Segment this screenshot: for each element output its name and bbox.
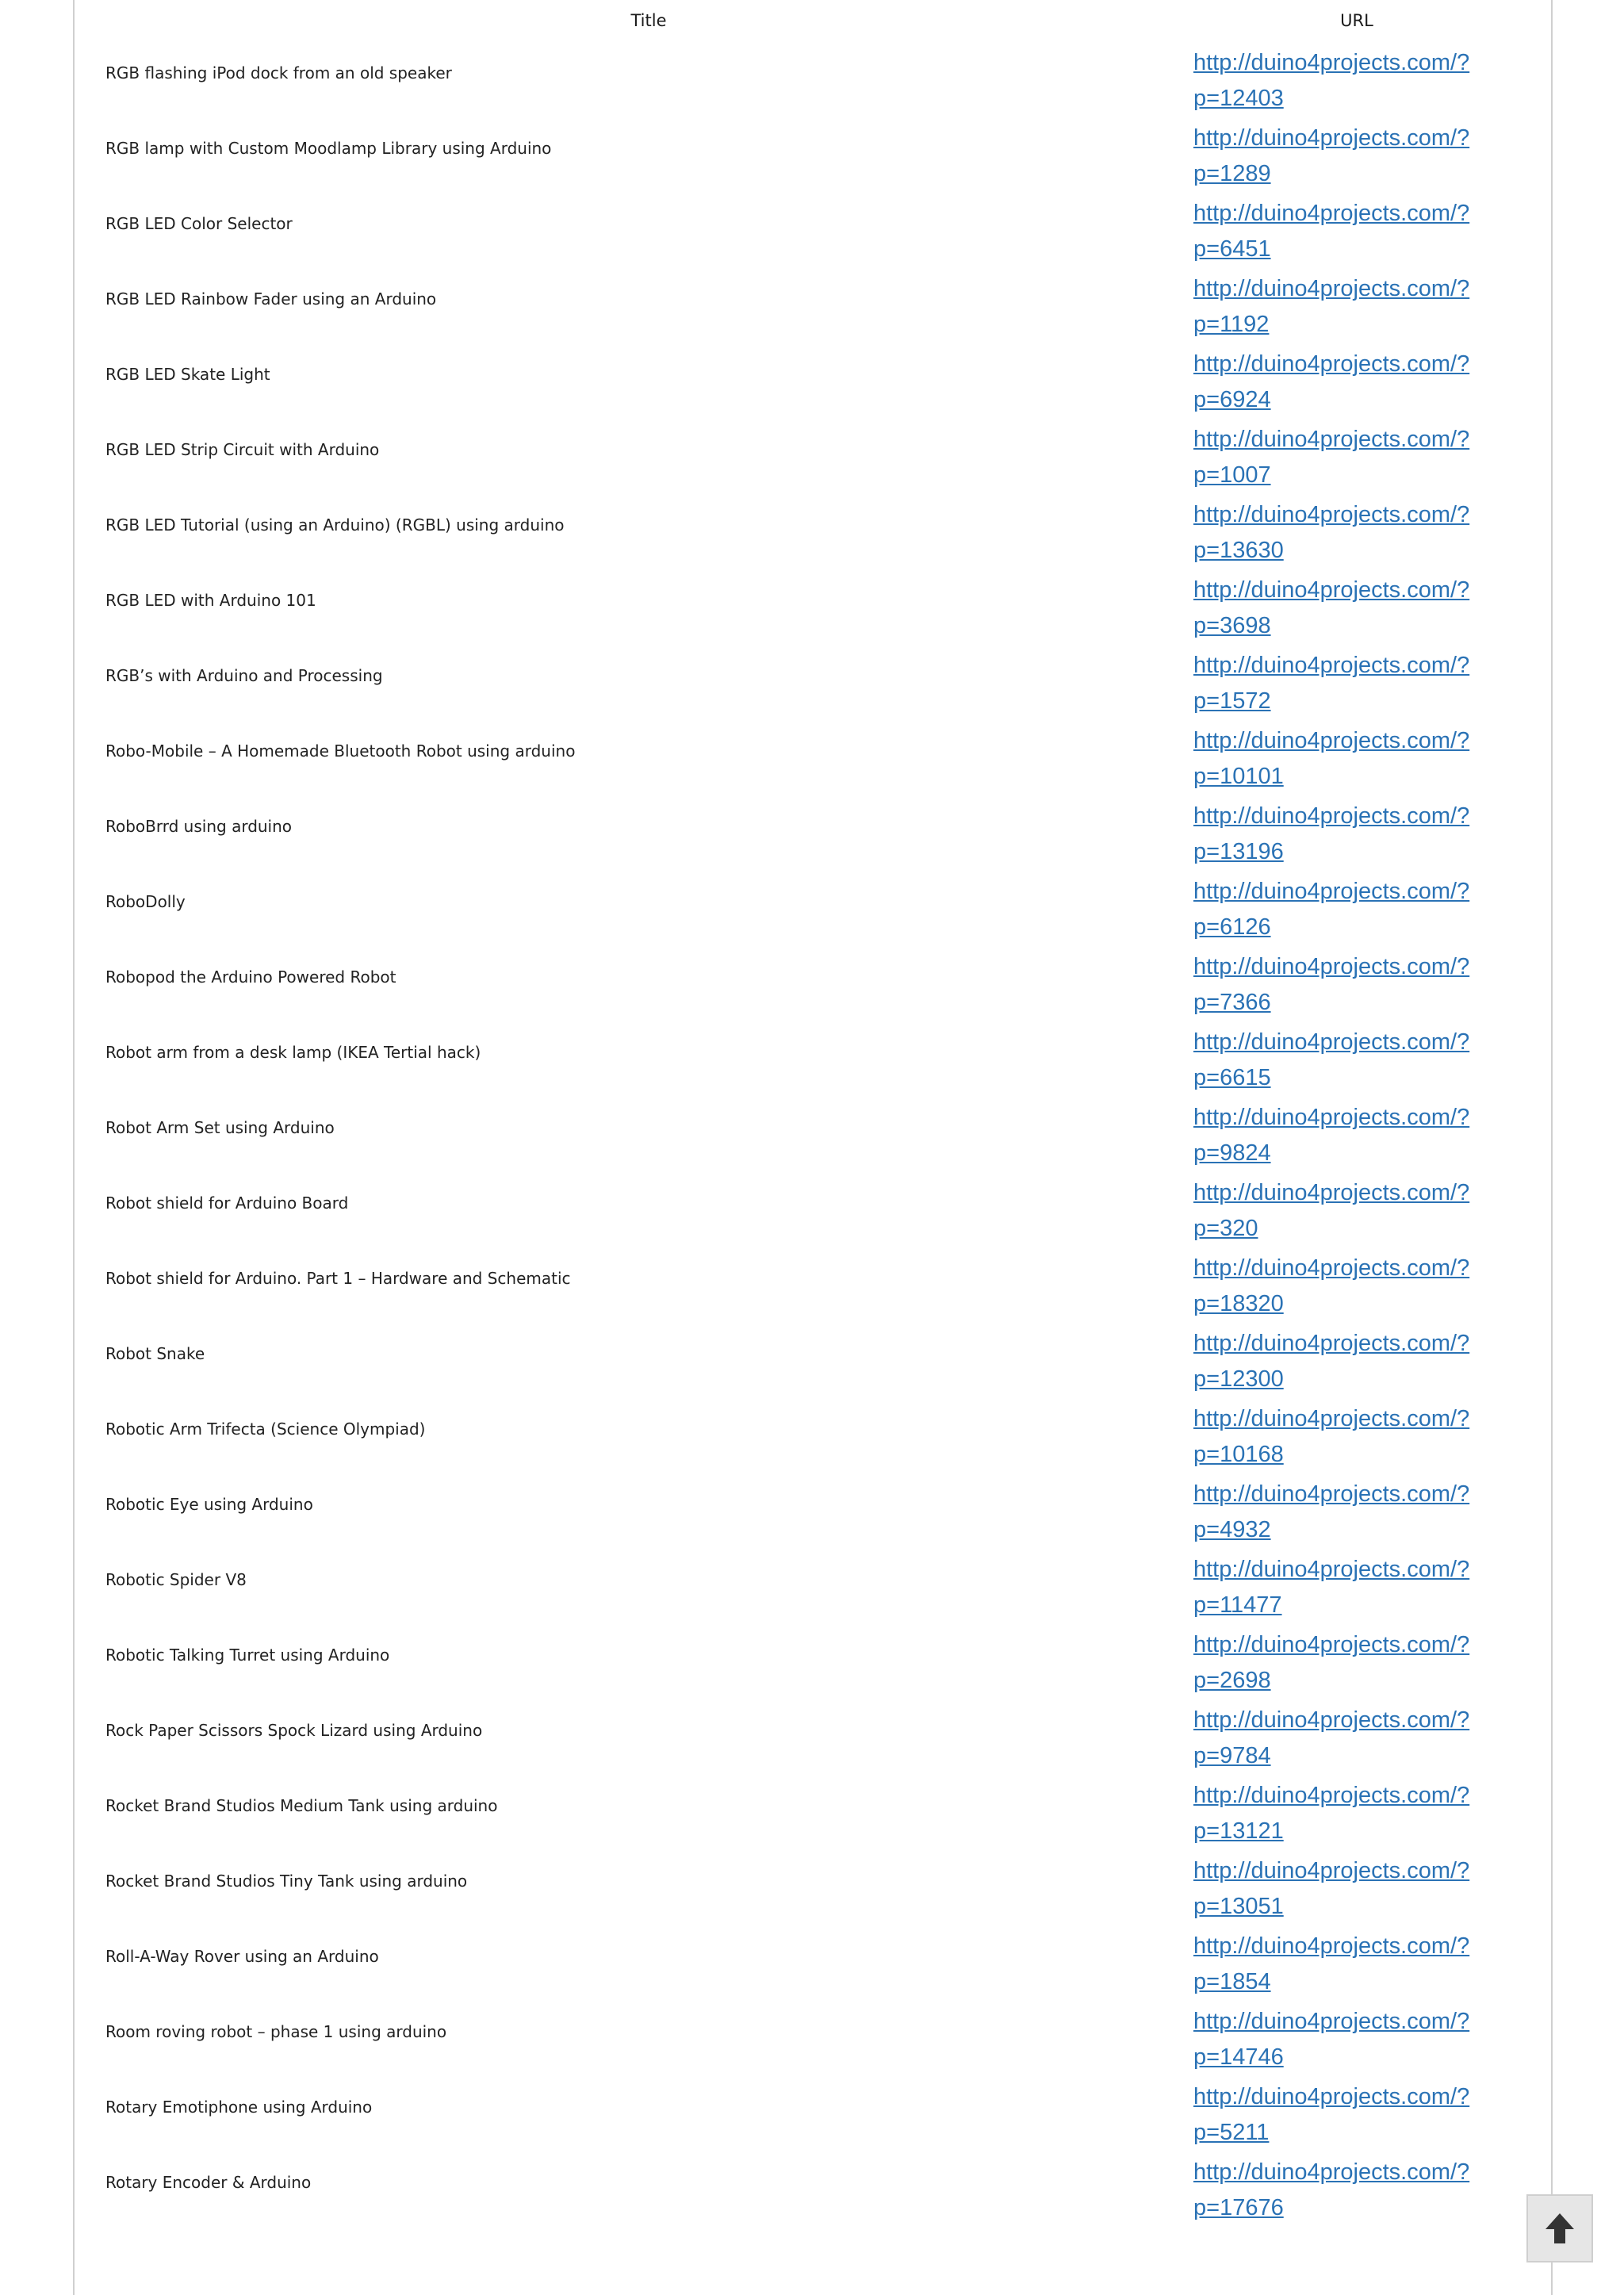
- project-title: Robopod the Arduino Powered Robot: [105, 967, 396, 987]
- project-url-link[interactable]: http://duino4projects.com/?p=1854: [1193, 1933, 1470, 1994]
- table-row: [75, 1098, 1551, 1173]
- project-title: RoboBrrd using arduino: [105, 817, 293, 836]
- project-title: RGB LED Rainbow Fader using an Arduino: [105, 289, 437, 308]
- project-url-link[interactable]: http://duino4projects.com/?p=12300: [1193, 1331, 1470, 1392]
- page-content: [73, 0, 1553, 2295]
- project-title: Rocket Brand Studios Tiny Tank using arduino: [105, 1872, 468, 1891]
- table-row: [75, 1474, 1551, 1550]
- project-title: RGB LED Color Selector: [105, 214, 293, 233]
- table-row: [75, 1550, 1551, 1625]
- table-row: [75, 2002, 1551, 2077]
- project-title: Robot shield for Arduino. Part 1 – Hardware and Schematic: [105, 1269, 571, 1288]
- project-title: RoboDolly: [105, 892, 186, 911]
- project-title: Robotic Spider V8: [105, 1570, 247, 1589]
- project-url-link[interactable]: http://duino4projects.com/?p=9824: [1193, 1105, 1470, 1166]
- project-title: RGB flashing iPod dock from an old speaker: [105, 63, 452, 82]
- table-row: [75, 1324, 1551, 1399]
- project-url-link[interactable]: http://duino4projects.com/?p=6126: [1193, 879, 1470, 940]
- project-url-link[interactable]: http://duino4projects.com/?p=14746: [1193, 2009, 1470, 2070]
- back-to-top-button[interactable]: [1526, 2194, 1593, 2262]
- project-title: Robotic Arm Trifecta (Science Olympiad): [105, 1420, 426, 1439]
- project-url-link[interactable]: http://duino4projects.com/?p=320: [1193, 1180, 1470, 1241]
- table-row: [75, 1776, 1551, 1851]
- project-url-link[interactable]: http://duino4projects.com/?p=1572: [1193, 653, 1470, 714]
- project-url-link[interactable]: http://duino4projects.com/?p=1192: [1193, 276, 1470, 337]
- project-title: Rocket Brand Studios Medium Tank using arduino: [105, 1796, 498, 1815]
- table-header: [75, 0, 1551, 43]
- table-row: [75, 796, 1551, 872]
- project-url-link[interactable]: http://duino4projects.com/?p=6924: [1193, 351, 1470, 412]
- project-url-link[interactable]: http://duino4projects.com/?p=17676: [1193, 2159, 1470, 2220]
- project-url-link[interactable]: http://duino4projects.com/?p=10168: [1193, 1406, 1470, 1467]
- table-row: [75, 2077, 1551, 2152]
- project-url-link[interactable]: http://duino4projects.com/?p=9784: [1193, 1707, 1470, 1768]
- project-url-link[interactable]: http://duino4projects.com/?p=13196: [1193, 803, 1470, 864]
- table-row: [75, 43, 1551, 118]
- project-url-link[interactable]: http://duino4projects.com/?p=6615: [1193, 1029, 1470, 1090]
- project-title: Robotic Talking Turret using Arduino: [105, 1646, 390, 1665]
- project-title: Room roving robot – phase 1 using arduino: [105, 2022, 447, 2041]
- project-url-link[interactable]: http://duino4projects.com/?p=1289: [1193, 125, 1470, 186]
- project-url-link[interactable]: http://duino4projects.com/?p=1007: [1193, 427, 1470, 488]
- table-row: [75, 495, 1551, 570]
- project-url-link[interactable]: http://duino4projects.com/?p=11477: [1193, 1557, 1470, 1618]
- table-row: [75, 646, 1551, 721]
- column-header-url: URL: [1340, 11, 1373, 30]
- table-row: [75, 1399, 1551, 1474]
- project-title: RGB LED Skate Light: [105, 365, 270, 384]
- project-title: Rotary Emotiphone using Arduino: [105, 2098, 373, 2117]
- table-row: [75, 420, 1551, 495]
- project-title: Rock Paper Scissors Spock Lizard using Arduino: [105, 1721, 483, 1740]
- table-row: [75, 1248, 1551, 1324]
- project-url-link[interactable]: http://duino4projects.com/?p=7366: [1193, 954, 1470, 1015]
- table-row: [75, 193, 1551, 269]
- project-url-link[interactable]: http://duino4projects.com/?p=2698: [1193, 1632, 1470, 1693]
- project-title: Robot arm from a desk lamp (IKEA Tertial hack): [105, 1043, 481, 1062]
- project-url-link[interactable]: http://duino4projects.com/?p=6451: [1193, 201, 1470, 262]
- project-url-link[interactable]: http://duino4projects.com/?p=13630: [1193, 502, 1470, 563]
- project-url-link[interactable]: http://duino4projects.com/?p=5211: [1193, 2084, 1470, 2145]
- project-title: Robot Snake: [105, 1344, 205, 1363]
- project-url-link[interactable]: http://duino4projects.com/?p=13121: [1193, 1783, 1470, 1844]
- table-row: [75, 1700, 1551, 1776]
- project-title: Robot shield for Arduino Board: [105, 1193, 349, 1213]
- table-row: [75, 1926, 1551, 2002]
- arrow-up-icon: [1544, 2212, 1576, 2245]
- project-url-link[interactable]: http://duino4projects.com/?p=3698: [1193, 577, 1470, 638]
- project-url-link[interactable]: http://duino4projects.com/?p=18320: [1193, 1255, 1470, 1316]
- table-row: [75, 269, 1551, 344]
- table-row: [75, 344, 1551, 420]
- project-url-link[interactable]: http://duino4projects.com/?p=12403: [1193, 50, 1470, 111]
- table-row: [75, 1851, 1551, 1926]
- table-row: [75, 570, 1551, 646]
- project-title: Robo-Mobile – A Homemade Bluetooth Robot using arduino: [105, 741, 576, 761]
- project-title: RGB’s with Arduino and Processing: [105, 666, 383, 685]
- project-title: Robot Arm Set using Arduino: [105, 1118, 335, 1137]
- project-title: RGB LED Tutorial (using an Arduino) (RGBL) using arduino: [105, 515, 565, 534]
- project-title: Rotary Encoder & Arduino: [105, 2173, 312, 2192]
- project-title: RGB lamp with Custom Moodlamp Library using Arduino: [105, 139, 552, 158]
- table-row: [75, 1173, 1551, 1248]
- table-row: [75, 1625, 1551, 1700]
- table-body: [75, 43, 1551, 2228]
- table-row: [75, 1022, 1551, 1098]
- project-title: RGB LED with Arduino 101: [105, 591, 316, 610]
- table-row: [75, 872, 1551, 947]
- table-row: [75, 118, 1551, 193]
- column-header-title: Title: [630, 11, 667, 30]
- table-row: [75, 2152, 1551, 2228]
- project-title: Robotic Eye using Arduino: [105, 1495, 313, 1514]
- project-title: RGB LED Strip Circuit with Arduino: [105, 440, 380, 459]
- table-row: [75, 947, 1551, 1022]
- project-url-link[interactable]: http://duino4projects.com/?p=4932: [1193, 1481, 1470, 1542]
- project-url-link[interactable]: http://duino4projects.com/?p=13051: [1193, 1858, 1470, 1919]
- project-url-link[interactable]: http://duino4projects.com/?p=10101: [1193, 728, 1470, 789]
- project-title: Roll-A-Way Rover using an Arduino: [105, 1947, 379, 1966]
- table-row: [75, 721, 1551, 796]
